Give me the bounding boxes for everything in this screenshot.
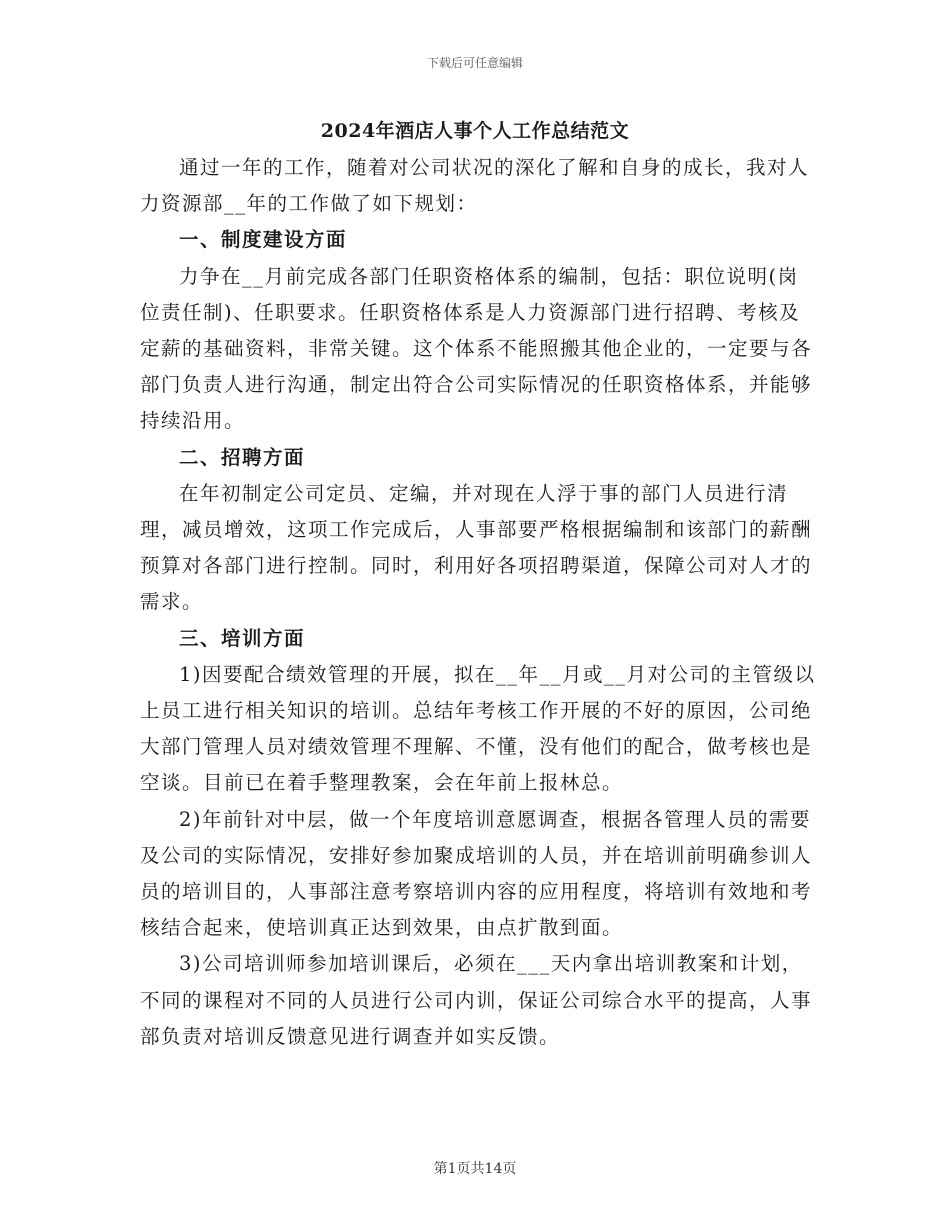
section-paragraph: 在年初制定公司定员、定编，并对现在人浮于事的部门人员进行清理，减员增效，这项工作完成后，人事部要严格根据编制和该部门的薪酬预算对各部门进行控制。同时，利用好各项招聘渠道，保障公司对人才的需求。 xyxy=(140,481,813,614)
intro-paragraph: 通过一年的工作，随着对公司状况的深化了解和自身的成长，我对人力资源部__年的工作做了如下规划： xyxy=(140,156,810,216)
section-heading: 三、培训方面 xyxy=(179,626,306,650)
section-heading: 二、招聘方面 xyxy=(179,445,306,469)
section-paragraph: 力争在__月前完成各部门任职资格体系的编制，包括：职位说明(岗位责任制)、任职要求。任职资格体系是人力资源部门进行招聘、考核及定薪的基础资料，非常关键。这个体系不能照搬其他企业的，一定要与各部门负责人进行沟通，制定出符合公司实际情况的任职资格体系，并能够持续沿用。 xyxy=(140,264,813,433)
document-body xyxy=(140,150,816,1055)
section-paragraph: 1)因要配合绩效管理的开展，拟在__年__月或__月对公司的主管级以上员工进行相关知识的培训。总结年考核工作开展的不好的原因，公司绝大部门管理人员对绩效管理不理解、不懂，没有他们的配合，做考核也是空谈。目前已在着手整理教案，会在年前上报林总。 xyxy=(140,662,816,795)
header-note: 下载后可任意编辑 xyxy=(426,56,523,70)
section-heading: 一、制度建设方面 xyxy=(179,228,348,252)
page-indicator: 第1页共14页 xyxy=(433,1161,517,1177)
section-paragraph: 3)公司培训师参加培训课后，必须在___天内拿出培训教案和计划，不同的课程对不同的人员进行公司内训，保证公司综合水平的提高，人事部负责对培训反馈意见进行调查并如实反馈。 xyxy=(140,952,813,1048)
document-title: 2024年酒店人事个人工作总结范文 xyxy=(320,120,630,142)
section-paragraph: 2)年前针对中层，做一个年度培训意愿调查，根据各管理人员的需要及公司的实际情况，安排好参加聚成培训的人员，并在培训前明确参训人员的培训目的，人事部注意考察培训内容的应用程度，将培训有效地和考核结合起来，使培训真正达到效果，由点扩散到面。 xyxy=(140,807,813,940)
